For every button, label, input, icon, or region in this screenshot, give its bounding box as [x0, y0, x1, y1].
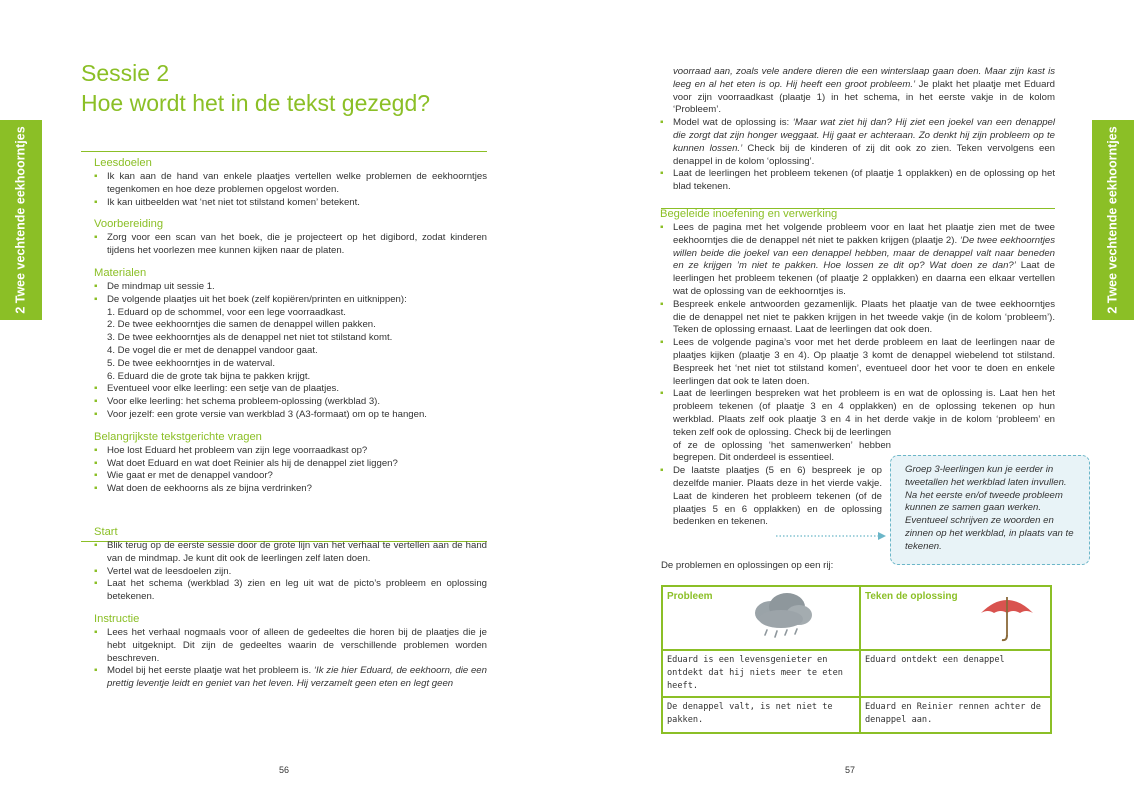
column-header-oplossing [860, 586, 1051, 650]
page-title: Hoe wordt het in de tekst gezegd? [81, 90, 431, 116]
list-continued [660, 66, 1055, 194]
list-voorbereiding [94, 232, 487, 258]
list-item: ▪ Voor jezelf: een grote versie van werkblad 3 (A3-formaat) om op te hangen. [94, 409, 487, 422]
chapter-tab-label: 2 Twee vechtende eekhoorntjes [1106, 126, 1120, 314]
page-number-left: 56 [279, 765, 290, 775]
list-item: ▪ Zorg voor een scan van het boek, die je projecteert op het digibord, zodat kinderen tijdens het voorlezen mee kunnen kijken naar de platen. [94, 232, 487, 258]
numbered-item: 6. Eduard die de grote tak bijna te pakken krijgt. [107, 370, 311, 382]
table-header-row [662, 586, 1051, 650]
list-item: ▪ Wat doen de eekhoorns als ze bijna verdrinken? [94, 483, 487, 496]
text-lead: Lees de pagina met het volgende probleem voor en laat het plaatje zien met de twee eekhoorntjes die de denappel nét niet te pakken krijgen (plaatje 2). [673, 221, 1055, 246]
quote: voorraad aan, zoals vele andere dieren die een winterslaap gaan doen. Maar zijn kast is leeg en al het eten is op. Hij heeft een groot probleem.’ [673, 66, 1055, 90]
list-item-continued [660, 66, 1055, 117]
text: Laat de leerlingen bespreken wat het probleem is en wat de oplossing is. Laat hen het probleem tekenen (of plaatje 3 en 4 opplakken) en de oplossing tekenen op hun werkblad. Plaats zelf ook plaatje 3 en 4 in het derde vakje in de kolom ‘probleem’ en teken zelf ook de oplossing. Check bij de leerlingen [673, 388, 1055, 438]
heading-start: Start [94, 525, 118, 538]
chapter-tab-label: 2 Twee vechtende eekhoorntjes [14, 126, 28, 314]
table-cell: Eduard en Reinier rennen achter de denappel aan. [860, 697, 1051, 733]
quote: ‘De twee eekhoorntjes willen beide die joekel van een denappel hebben, maar de denappel valt naar beneden en ze krijgen ’m niet te pakken. Hoe lossen ze dit op? Wat doen ze dan?’ [673, 234, 1055, 272]
list-item: ▪ Eventueel voor elke leerling: een setje van de plaatjes. [94, 383, 487, 396]
table-row [662, 650, 1051, 697]
text-lead: Model bij het eerste plaatje wat het probleem is. [107, 665, 314, 677]
heading-voorbereiding: Voorbereiding [94, 218, 164, 231]
numbered-item: 4. De vogel die er met de denappel vandoor gaat. [107, 344, 318, 356]
text: Check bij de kinderen of zij dit ook zo zien. Teken vervolgens een denappel in de kolom ‘oplossing’. [673, 142, 1055, 167]
list-item: ▪ Ik kan uitbeelden wat ‘net niet tot stilstand komen’ betekent. [94, 197, 487, 210]
list-item [660, 222, 1055, 299]
session-title: Sessie 2 [81, 60, 170, 86]
quote: ‘Maar wat ziet hij dan? Hij ziet een joekel van een denappel die zorgt dat zijn honger weggaat. Hij gaat er achteraan. Zo denkt hij zijn probleem op te kunnen lossen.’ [673, 117, 1055, 154]
quote: ‘Ik zie hier Eduard, de eekhoorn, die een prettig leventje leidt en geniet van het leven. Hij verzamelt geen eten en legt geen [107, 665, 487, 690]
heading-begeleide: Begeleide inoefening en verwerking [660, 207, 838, 220]
table-row [662, 697, 1051, 733]
list-item [660, 117, 1055, 168]
heading-vragen: Belangrijkste tekstgerichte vragen [94, 430, 262, 443]
chapter-tab-right [1092, 120, 1134, 320]
list-start [94, 540, 487, 604]
page-number-right: 57 [845, 765, 856, 775]
heading-materialen: Materialen [94, 266, 147, 279]
text: of ze de oplossing ‘het samenwerken’ hebben begrepen. Dit onderdeel is essentieel. [673, 439, 891, 464]
tip-callout: Groep 3-leerlingen kun je eerder in tweetallen het werkblad laten invullen. Na het eerste en/of tweede probleem kunnen ze samen gaan werken. Eventueel schrijven ze woorden en zinnen op het werkblad, in plaats van te tekenen. [890, 455, 1090, 565]
header-label: Teken de oplossing [865, 591, 958, 602]
list-item: ▪ Ik kan aan de hand van enkele plaatjes vertellen welke problemen de eekhoorntjes tegenkomen en hoe deze problemen opgelost worden. [94, 171, 487, 197]
list-item: ▪ Lees de volgende pagina’s voor met het derde probleem en laat de leerlingen naar de plaatjes kijken (plaatje 3 en 4). Op plaatje 3 komt de denappel wiebelend tot stilstand. Bespreek het ‘net niet tot stilstand komen’, eventueel door het voor te doen en enkele leerlingen dat ook te laten doen. [660, 337, 1055, 388]
umbrella-icon [977, 591, 1037, 643]
list-item: ▪ Bespreek enkele antwoorden gezamenlijk. Plaats het plaatje van de twee eekhoorntjes die de denappel net niet te pakken krijgen in het tweede vakje (in de kolom ‘probleem’). Teken de oplossing ernaast. Laat de leerlingen dat ook doen. [660, 299, 1055, 337]
table-cell: De denappel valt, is net niet te pakken. [662, 697, 860, 733]
list-item: ▪ Voor elke leerling: het schema probleem-oplossing (werkblad 3). [94, 396, 487, 409]
list-instructie [94, 627, 487, 691]
list-item: ▪ Vertel wat de leesdoelen zijn. [94, 566, 487, 579]
list-item [660, 388, 1055, 465]
text: Laat de leerlingen het probleem tekenen (of plaatje 2 opplakken) en daarna een elkaar vertellen wat de oplossing van de eekhoorntjes is. [673, 260, 1055, 297]
list-item: ▪ De laatste plaatjes (5 en 6) bespreek je op dezelfde manier. Plaats deze in het vierde vakje. Laat de kinderen het probleem tekenen (of de plaatjes 5 en 6 opplakken) en de oplossing bedenken en tekenen. [660, 465, 882, 529]
list-item: ▪ De mindmap uit sessie 1. [94, 281, 487, 294]
numbered-item: 1. Eduard op de schommel, voor een lege voorraadkast. [107, 306, 346, 318]
table-cell: Eduard ontdekt een denappel [860, 650, 1051, 697]
dotted-arrow-icon [776, 530, 886, 542]
numbered-item: 5. De twee eekhoorntjes in de waterval. [107, 357, 275, 369]
heading-instructie: Instructie [94, 612, 140, 625]
text: Je plakt het plaatje met Eduard voor zijn voorraadkast (plaatje 1) in het schema, in het eerste vakje in de kolom ‘Probleem’. [673, 78, 1055, 116]
numbered-item: 2. De twee eekhoorntjes die samen de denappel willen pakken. [107, 319, 376, 331]
list-item: ▪ Lees het verhaal nogmaals voor of alleen de gedeeltes die horen bij de plaatjes die je hebt uitgeknipt. Dit zijn de gedeeltes waarin de verschillende problemen worden beschreven. [94, 627, 487, 665]
list-item: ▪ Laat het schema (werkblad 3) zien en leg uit wat de picto’s probleem en oplossing betekenen. [94, 578, 487, 604]
list-leesdoelen [94, 171, 487, 209]
numbered-item: 3. De twee eekhoorntjes als de denappel net niet tot stilstand komt. [107, 332, 393, 344]
column-header-probleem [662, 586, 860, 650]
list-vragen [94, 445, 487, 496]
table-cell: Eduard is een levensgenieter en ontdekt dat hij niets meer te eten heeft. [662, 650, 860, 697]
chapter-tab-left [0, 120, 42, 320]
list-materialen [94, 281, 487, 422]
problem-solution-table [661, 585, 1052, 734]
list-item: ▪ Blik terug op de eerste sessie door de grote lijn van het verhaal te vertellen aan de hand van de mindmap. Je kunt dit ook de leerlingen zelf laten doen. [94, 540, 487, 566]
heading-leesdoelen: Leesdoelen [94, 157, 152, 169]
list-item: ▪ Wat doet Eduard en wat doet Reinier als hij de denappel ziet liggen? [94, 458, 487, 471]
section-divider [81, 151, 487, 152]
list-item: ▪ De volgende plaatjes uit het boek (zelf kopiëren/printen en uitknippen): [94, 294, 487, 307]
table-caption: De problemen en oplossingen op een rij: [661, 560, 834, 571]
text-lead: Model wat de oplossing is: [673, 117, 793, 129]
rain-cloud-icon [749, 591, 815, 641]
left-column [94, 157, 487, 691]
list-item: ▪ Hoe lost Eduard het probleem van zijn lege voorraadkast op? [94, 445, 487, 458]
list-item [94, 665, 487, 691]
list-item: ▪ Laat de leerlingen het probleem tekenen (of plaatje 1 opplakken) en de oplossing op het blad tekenen. [660, 168, 1055, 194]
header-label: Probleem [667, 591, 713, 602]
list-item: ▪ Wie gaat er met de denappel vandoor? [94, 470, 487, 483]
